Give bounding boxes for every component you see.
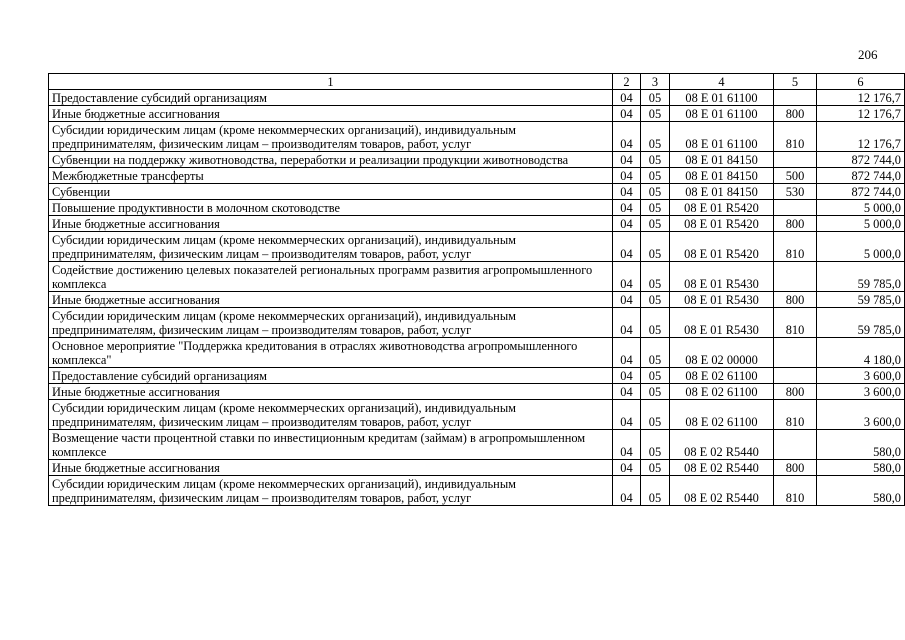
cell-name: Повышение продуктивности в молочном скотоводстве: [49, 200, 613, 216]
cell-expense-type: 800: [774, 384, 817, 400]
cell-name: Возмещение части процентной ставки по инвестиционным кредитам (займам) в агропромышленном комплексе: [49, 430, 613, 460]
cell-target-article: 08 Е 01 84150: [670, 184, 774, 200]
cell-target-article: 08 Е 01 R5420: [670, 200, 774, 216]
cell-name: Предоставление субсидий организациям: [49, 368, 613, 384]
cell-name: Субвенции на поддержку животноводства, переработки и реализации продукции животноводства: [49, 152, 613, 168]
table-header-row: [49, 74, 905, 90]
cell-target-article: 08 Е 01 R5420: [670, 232, 774, 262]
cell-section: 04: [613, 184, 641, 200]
cell-expense-type: 800: [774, 106, 817, 122]
cell-amount: 12 176,7: [817, 122, 905, 152]
table-row: [49, 400, 905, 430]
cell-expense-type: 530: [774, 184, 817, 200]
cell-subsection: 05: [641, 122, 670, 152]
cell-target-article: 08 Е 02 00000: [670, 338, 774, 368]
cell-amount: 872 744,0: [817, 152, 905, 168]
cell-subsection: 05: [641, 262, 670, 292]
cell-name: Субсидии юридическим лицам (кроме некоммерческих организаций), индивидуальным предпринимателям, физическим лицам – производителям товаров, работ, услуг: [49, 476, 613, 506]
cell-subsection: 05: [641, 90, 670, 106]
cell-target-article: 08 Е 01 84150: [670, 168, 774, 184]
table-row: [49, 338, 905, 368]
cell-amount: 580,0: [817, 430, 905, 460]
cell-amount: 3 600,0: [817, 384, 905, 400]
table-row: [49, 262, 905, 292]
table-row: [49, 368, 905, 384]
cell-name: Предоставление субсидий организациям: [49, 90, 613, 106]
cell-expense-type: 810: [774, 308, 817, 338]
cell-expense-type: 800: [774, 292, 817, 308]
cell-name: Иные бюджетные ассигнования: [49, 106, 613, 122]
cell-section: 04: [613, 106, 641, 122]
cell-amount: 12 176,7: [817, 106, 905, 122]
cell-amount: 872 744,0: [817, 168, 905, 184]
header-cell-target-article: 4: [670, 74, 774, 90]
cell-amount: 3 600,0: [817, 400, 905, 430]
cell-expense-type: 800: [774, 216, 817, 232]
cell-section: 04: [613, 338, 641, 368]
cell-name: Субсидии юридическим лицам (кроме некоммерческих организаций), индивидуальным предпринимателям, физическим лицам – производителям товаров, работ, услуг: [49, 308, 613, 338]
page-number: 206: [858, 47, 878, 62]
table-row: [49, 216, 905, 232]
cell-subsection: 05: [641, 308, 670, 338]
cell-subsection: 05: [641, 384, 670, 400]
table-row: [49, 476, 905, 506]
table-row: [49, 460, 905, 476]
cell-name: Иные бюджетные ассигнования: [49, 216, 613, 232]
cell-target-article: 08 Е 02 R5440: [670, 430, 774, 460]
table-row: [49, 308, 905, 338]
cell-section: 04: [613, 384, 641, 400]
cell-name: Основное мероприятие "Поддержка кредитования в отраслях животноводства агропромышленного комплекса": [49, 338, 613, 368]
cell-name: Иные бюджетные ассигнования: [49, 384, 613, 400]
cell-amount: 12 176,7: [817, 90, 905, 106]
table-row: [49, 90, 905, 106]
table-row: [49, 430, 905, 460]
cell-amount: 580,0: [817, 460, 905, 476]
header-cell-expense-type: 5: [774, 74, 817, 90]
cell-expense-type: [774, 368, 817, 384]
cell-name: Субсидии юридическим лицам (кроме некоммерческих организаций), индивидуальным предпринимателям, физическим лицам – производителям товаров, работ, услуг: [49, 122, 613, 152]
cell-expense-type: 810: [774, 122, 817, 152]
table-row: [49, 168, 905, 184]
cell-amount: 5 000,0: [817, 216, 905, 232]
cell-target-article: 08 Е 01 R5430: [670, 262, 774, 292]
cell-target-article: 08 Е 01 61100: [670, 122, 774, 152]
cell-expense-type: [774, 430, 817, 460]
cell-target-article: 08 Е 01 R5430: [670, 292, 774, 308]
cell-section: 04: [613, 368, 641, 384]
cell-section: 04: [613, 122, 641, 152]
cell-name: Субсидии юридическим лицам (кроме некоммерческих организаций), индивидуальным предпринимателям, физическим лицам – производителям товаров, работ, услуг: [49, 400, 613, 430]
cell-name: Субсидии юридическим лицам (кроме некоммерческих организаций), индивидуальным предпринимателям, физическим лицам – производителям товаров, работ, услуг: [49, 232, 613, 262]
cell-subsection: 05: [641, 168, 670, 184]
table-row: [49, 292, 905, 308]
cell-target-article: 08 Е 01 61100: [670, 90, 774, 106]
cell-expense-type: [774, 200, 817, 216]
cell-amount: 5 000,0: [817, 200, 905, 216]
cell-section: 04: [613, 400, 641, 430]
cell-subsection: 05: [641, 216, 670, 232]
cell-section: 04: [613, 476, 641, 506]
cell-name: Иные бюджетные ассигнования: [49, 460, 613, 476]
cell-section: 04: [613, 90, 641, 106]
cell-subsection: 05: [641, 184, 670, 200]
cell-section: 04: [613, 308, 641, 338]
table-row: [49, 106, 905, 122]
cell-amount: 59 785,0: [817, 308, 905, 338]
cell-expense-type: 500: [774, 168, 817, 184]
cell-section: 04: [613, 292, 641, 308]
cell-subsection: 05: [641, 152, 670, 168]
cell-section: 04: [613, 460, 641, 476]
cell-target-article: 08 Е 01 R5420: [670, 216, 774, 232]
header-cell-section: 2: [613, 74, 641, 90]
cell-amount: 580,0: [817, 476, 905, 506]
cell-section: 04: [613, 216, 641, 232]
cell-amount: 872 744,0: [817, 184, 905, 200]
cell-expense-type: [774, 262, 817, 292]
cell-target-article: 08 Е 02 61100: [670, 400, 774, 430]
cell-name: Иные бюджетные ассигнования: [49, 292, 613, 308]
cell-section: 04: [613, 262, 641, 292]
cell-expense-type: 810: [774, 476, 817, 506]
cell-amount: 4 180,0: [817, 338, 905, 368]
cell-amount: 3 600,0: [817, 368, 905, 384]
cell-target-article: 08 Е 02 61100: [670, 368, 774, 384]
cell-subsection: 05: [641, 232, 670, 262]
cell-subsection: 05: [641, 292, 670, 308]
table-row: [49, 232, 905, 262]
cell-subsection: 05: [641, 338, 670, 368]
cell-subsection: 05: [641, 106, 670, 122]
table-body: [49, 90, 905, 506]
cell-expense-type: 810: [774, 400, 817, 430]
table-row: [49, 200, 905, 216]
cell-target-article: 08 Е 01 84150: [670, 152, 774, 168]
cell-subsection: 05: [641, 400, 670, 430]
cell-amount: 5 000,0: [817, 232, 905, 262]
table-row: [49, 152, 905, 168]
cell-expense-type: [774, 90, 817, 106]
cell-target-article: 08 Е 02 61100: [670, 384, 774, 400]
cell-name: Межбюджетные трансферты: [49, 168, 613, 184]
cell-target-article: 08 Е 01 R5430: [670, 308, 774, 338]
cell-expense-type: 800: [774, 460, 817, 476]
cell-section: 04: [613, 430, 641, 460]
cell-target-article: 08 Е 01 61100: [670, 106, 774, 122]
cell-expense-type: [774, 338, 817, 368]
cell-amount: 59 785,0: [817, 262, 905, 292]
cell-subsection: 05: [641, 430, 670, 460]
cell-expense-type: 810: [774, 232, 817, 262]
cell-target-article: 08 Е 02 R5440: [670, 460, 774, 476]
cell-amount: 59 785,0: [817, 292, 905, 308]
table-row: [49, 184, 905, 200]
header-cell-amount: 6: [817, 74, 905, 90]
header-cell-name: 1: [49, 74, 613, 90]
cell-section: 04: [613, 152, 641, 168]
cell-expense-type: [774, 152, 817, 168]
cell-subsection: 05: [641, 368, 670, 384]
cell-target-article: 08 Е 02 R5440: [670, 476, 774, 506]
table-row: [49, 384, 905, 400]
cell-subsection: 05: [641, 476, 670, 506]
cell-subsection: 05: [641, 200, 670, 216]
table-row: [49, 122, 905, 152]
cell-section: 04: [613, 200, 641, 216]
cell-section: 04: [613, 168, 641, 184]
cell-section: 04: [613, 232, 641, 262]
cell-subsection: 05: [641, 460, 670, 476]
cell-name: Субвенции: [49, 184, 613, 200]
cell-name: Содействие достижению целевых показателей региональных программ развития агропромышленного комплекса: [49, 262, 613, 292]
header-cell-subsection: 3: [641, 74, 670, 90]
budget-table: [48, 73, 905, 506]
